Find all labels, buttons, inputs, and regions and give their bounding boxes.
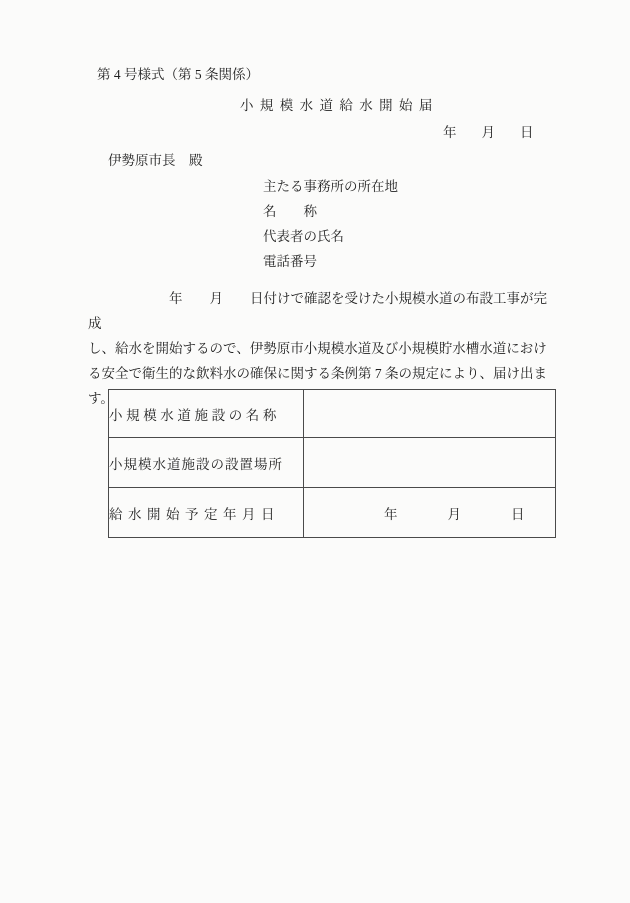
applicant-field-name: 名 称	[263, 204, 317, 219]
addressee: 伊勢原市長 殿	[108, 153, 203, 168]
month-label: 月	[447, 506, 461, 522]
body-line: 年 月 日付けで確認を受けた小規模水道の布設工事が完成	[88, 291, 547, 331]
row-label-facility-name: 小規模水道施設の名称	[109, 390, 304, 438]
body-line: る安全で衛生的な飲料水の確保に関する条例第 7 条の規定により、届け出ま	[88, 366, 547, 381]
start-date-placeholder	[304, 503, 555, 523]
form-table	[108, 389, 556, 538]
day-label: 日	[520, 125, 534, 140]
row-value-facility-location	[304, 438, 556, 488]
applicant-field-phone: 電話番号	[263, 254, 317, 269]
table-row-start-date	[109, 488, 556, 538]
submission-date-line	[443, 121, 534, 141]
applicant-block	[263, 174, 398, 274]
row-label-facility-location: 小規模水道施設の設置場所	[109, 438, 304, 488]
applicant-field-representative: 代表者の氏名	[263, 229, 344, 244]
form-number: 第 4 号様式（第 5 条関係）	[97, 67, 259, 82]
month-label: 月	[481, 125, 495, 140]
body-line: す。	[88, 391, 114, 406]
row-value-facility-name	[304, 390, 556, 438]
body-line: し、給水を開始するので、伊勢原市小規模水道及び小規模貯水槽水道におけ	[88, 341, 547, 356]
day-label: 日	[511, 506, 525, 522]
row-value-start-date	[304, 488, 556, 538]
form-title: 小 規 模 水 道 給 水 開 始 届	[240, 98, 433, 113]
table-row-facility-name	[109, 390, 556, 438]
applicant-field-office-address: 主たる事務所の所在地	[263, 179, 398, 194]
row-label-start-date: 給水開始予定年月日	[109, 488, 304, 538]
table-row-facility-location	[109, 438, 556, 488]
year-label: 年	[443, 125, 457, 140]
year-label: 年	[384, 506, 398, 522]
